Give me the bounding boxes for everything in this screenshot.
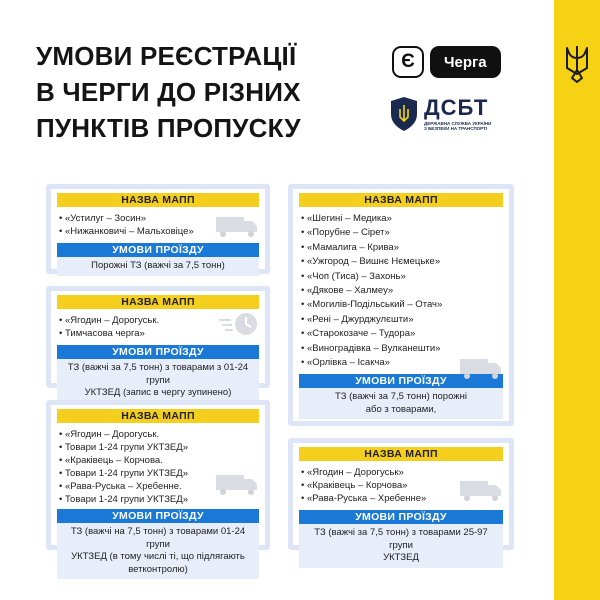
dsbt-abbr: ДСБТ xyxy=(424,94,489,120)
dsbt-subtitle xyxy=(424,121,491,132)
conditions-text xyxy=(57,359,259,403)
conditions-line: або з товарами, xyxy=(365,403,437,415)
list-item: • «Рені – Джурджулєшти» xyxy=(301,313,503,327)
conditions-line: Порожні ТЗ (важчі за 7,5 тонн) xyxy=(91,260,225,271)
checkpoint-card xyxy=(46,400,270,575)
conditions-header: УМОВИ ПРОЇЗДУ xyxy=(57,243,259,257)
dsbt-logo xyxy=(390,96,491,132)
conditions-line: УКТЗЕД xyxy=(383,552,419,563)
list-item: • Товари 1-24 групи УКТЗЕД» xyxy=(59,467,259,480)
conditions-line: УКТЗЕД (в тому числі ті, що підлягають xyxy=(71,551,245,562)
list-item: • «Краківець – Корчова» xyxy=(301,479,503,492)
truck-icon xyxy=(459,355,503,381)
trident-icon xyxy=(563,44,591,84)
checkpoint-card xyxy=(288,438,514,563)
conditions-text xyxy=(57,523,259,579)
conditions-text xyxy=(57,257,259,276)
checkpoint-card xyxy=(46,286,270,398)
conditions-line: ТЗ (важчі за 7,5 тонн) з товарами з 01-24 групи xyxy=(67,362,249,386)
list-item: • «Нижанковичі – Мальховіце» xyxy=(59,225,259,238)
list-item: • «Краківець – Корчова. xyxy=(59,454,259,467)
list-item: • «Ягодин – Дорогуськ. xyxy=(59,314,259,327)
list-item: • «Мамалига – Крива» xyxy=(301,241,503,255)
list-item: • Товари 1-24 групи УКТЗЕД» xyxy=(59,493,259,506)
card-header: НАЗВА МАПП xyxy=(299,447,503,461)
truck-icon xyxy=(459,477,503,503)
list-item: • «Шегині – Медика» xyxy=(301,212,503,226)
shield-icon xyxy=(390,96,418,132)
card-header: НАЗВА МАПП xyxy=(299,193,503,207)
list-item: • «Орлівка – Ісакча» xyxy=(301,356,503,370)
side-stripe xyxy=(554,0,600,600)
list-item: • «Ягодин – Дорогуськ. xyxy=(59,428,259,441)
list-item: • «Ужгород – Вишнє Нємецьке» xyxy=(301,255,503,269)
conditions-text xyxy=(299,388,503,419)
conditions-line: ветконтролю) xyxy=(128,563,188,575)
e-cherga-logo xyxy=(392,46,501,78)
card-header: НАЗВА МАПП xyxy=(57,193,259,207)
list-item: • «Устилуг – Зосин» xyxy=(59,212,259,225)
truck-icon xyxy=(215,213,259,239)
list-item: • «Чоп (Тиса) – Захонь» xyxy=(301,270,503,284)
list-item: • «Ягодин – Дорогуськ» xyxy=(301,466,503,479)
page-title xyxy=(36,38,366,146)
conditions-header: УМОВИ ПРОЇЗДУ xyxy=(57,345,259,359)
conditions-line: УКТЗЕД (запис в чергу зупинено) xyxy=(84,387,232,398)
list-item: • «Рава-Руська – Хребенне. xyxy=(59,480,259,493)
conditions-header: УМОВИ ПРОЇЗДУ xyxy=(299,374,503,388)
list-item: • «Порубне – Сірет» xyxy=(301,226,503,240)
list-item: • Тимчасова черга» xyxy=(59,327,259,340)
list-item: • «Могилів-Подільський – Отач» xyxy=(301,298,503,312)
dsbt-subtitle-line: З БЕЗПЕКИ НА ТРАНСПОРТІ xyxy=(424,126,488,131)
checkpoint-card xyxy=(288,184,514,426)
checkpoint-list xyxy=(299,212,503,370)
fast-clock-icon xyxy=(217,311,261,337)
title-line: УМОВИ РЕЄСТРАЦІЇ xyxy=(36,41,297,71)
list-item: • «Рава-Руська – Хребенне» xyxy=(301,492,503,505)
title-line: ПУНКТІВ ПРОПУСКУ xyxy=(36,113,301,143)
list-item: • «Дякове – Халмеу» xyxy=(301,284,503,298)
card-header: НАЗВА МАПП xyxy=(57,295,259,309)
list-item: • «Старокозаче – Тудора» xyxy=(301,327,503,341)
list-item: • «Виноградівка – Вулканешти» xyxy=(301,342,503,356)
conditions-header: УМОВИ ПРОЇЗДУ xyxy=(57,509,259,523)
truck-icon xyxy=(215,471,259,497)
checkpoint-card xyxy=(46,184,270,274)
card-header: НАЗВА МАПП xyxy=(57,409,259,423)
dsbt-subtitle-line: ДЕРЖАВНА СЛУЖБА УКРАЇНИ xyxy=(424,120,492,126)
conditions-line: ТЗ (важчі за 7,5 тонн) порожні xyxy=(335,391,467,403)
e-logo-icon: Є xyxy=(392,46,424,78)
title-line: В ЧЕРГИ ДО РІЗНИХ xyxy=(36,77,301,107)
cherga-logo: Черга xyxy=(430,46,501,78)
conditions-text xyxy=(299,524,503,568)
list-item: • Товари 1-24 групи УКТЗЕД» xyxy=(59,441,259,454)
conditions-header: УМОВИ ПРОЇЗДУ xyxy=(299,510,503,524)
conditions-line: ТЗ (важчі на 7,5 тонн) з товарами 01-24 групи xyxy=(70,526,246,550)
conditions-line: ТЗ (важчі за 7,5 тонн) з товарами 25-97 групи xyxy=(314,527,488,551)
